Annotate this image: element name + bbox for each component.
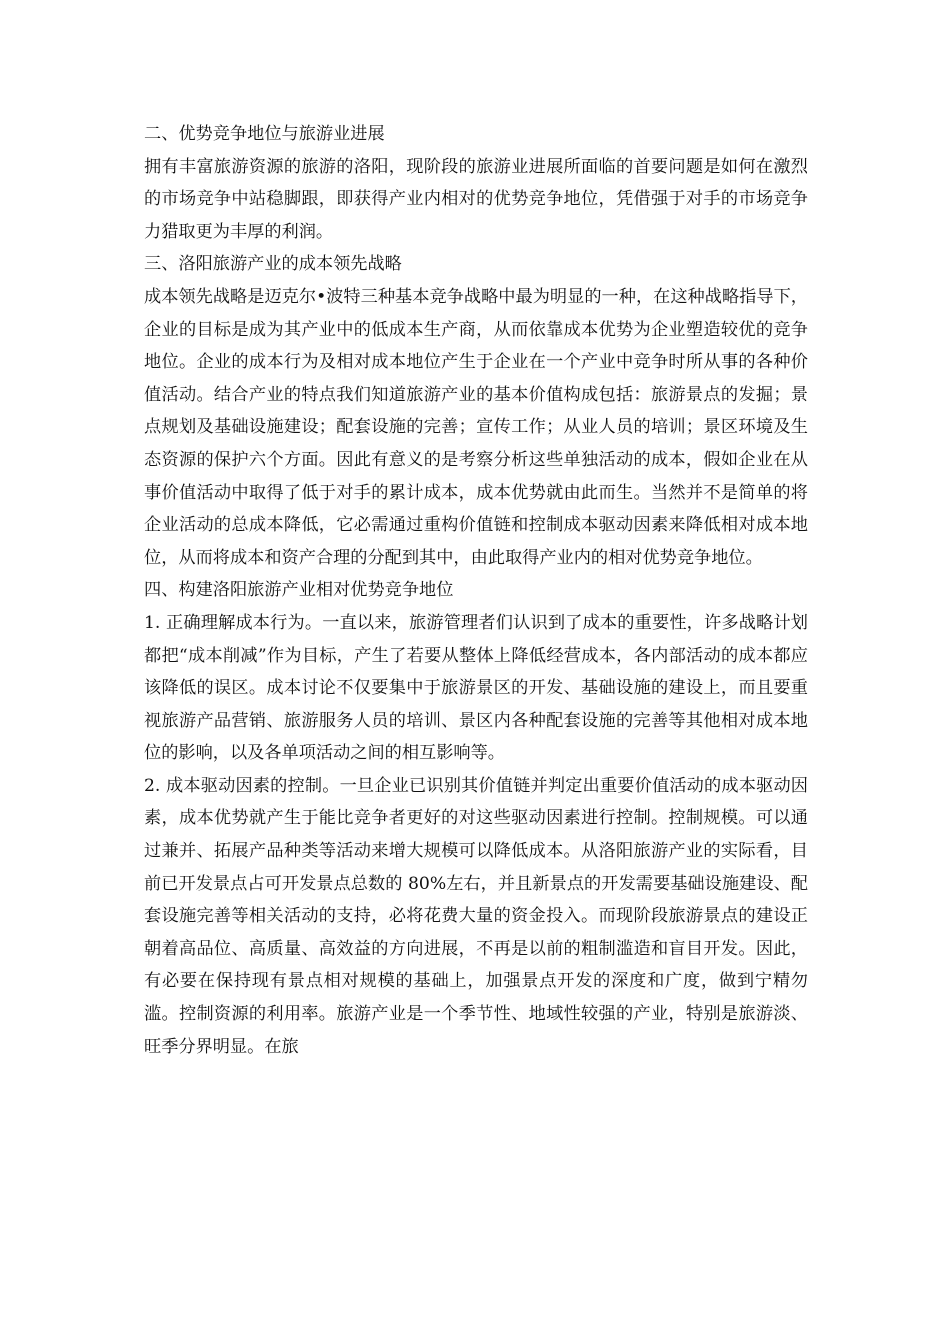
section-heading-4: 四、构建洛阳旅游产业相对优势竞争地位: [144, 580, 454, 601]
section-heading-3: 三、洛阳旅游产业的成本领先战略: [144, 254, 402, 275]
section-2-paragraph: 拥有丰富旅游资源的旅游的洛阳，现阶段的旅游业进展所面临的首要问题是如何在激烈的市场竞争中站稳脚跟，即获得产业内相对的优势竞争地位，凭借强于对手的市场竞争力猎取更为丰厚的利润。: [144, 156, 808, 242]
section-heading-2: 二、优势竞争地位与旅游业进展: [144, 124, 385, 144]
section-4-paragraph-1: 1. 正确理解成本行为。一直以来，旅游管理者们认识到了成本的重要性，许多战略计划都把“成本削减”作为目标，产生了若要从整体上降低经营成本，各内部活动的成本都应该降低的误区。成本讨论不仅要集中于旅游景区的开发、基础设施的建设上，而且要重视旅游产品营销、旅游服务人员的培训、景区内各种配套设施的完善等其他相对成本地位的影响，以及各单项活动之间的相互影响等。: [144, 612, 808, 764]
document-body: [144, 118, 808, 1063]
section-3-paragraph: 成本领先战略是迈克尔•波特三种基本竞争战略中最为明显的一种，在这种战略指导下，企业的目标是成为其产业中的低成本生产商，从而依靠成本优势为企业塑造较优的竞争地位。企业的成本行为及相对成本地位产生于企业在一个产业中竞争时所从事的各种价值活动。结合产业的特点我们知道旅游产业的基本价值构成包括：旅游景点的发掘；景点规划及基础设施建设；配套设施的完善；宣传工作；从业人员的培训；景区环境及生态资源的保护六个方面。因此有意义的是考察分析这些单独活动的成本，假如企业在从事价值活动中取得了低于对手的累计成本，成本优势就由此而生。当然并不是简单的将企业活动的总成本降低，它必需通过重构价值链和控制成本驱动因素来降低相对成本地位，从而将成本和资产合理的分配到其中，由此取得产业内的相对优势竞争地位。: [144, 286, 808, 568]
section-4-paragraph-2: 2. 成本驱动因素的控制。一旦企业已识别其价值链并判定出重要价值活动的成本驱动因素，成本优势就产生于能比竞争者更好的对这些驱动因素进行控制。控制规模。可以通过兼并、拓展产品种类等活动来增大规模可以降低成本。从洛阳旅游产业的实际看，目前已开发景点占可开发景点总数的 80%左右，并且新景点的开发需要基础设施建设、配套设施完善等相关活动的支持，必将花费大量的资金投入。而现阶段旅游景点的建设正朝着高品位、高质量、高效益的方向进展，不再是以前的粗制滥造和盲目开发。因此，有必要在保持现有景点相对规模的基础上，加强景点开发的深度和广度，做到宁精勿滥。控制资源的利用率。旅游产业是一个季节性、地域性较强的产业，特别是旅游淡、旺季分界明显。在旅: [144, 775, 808, 1057]
